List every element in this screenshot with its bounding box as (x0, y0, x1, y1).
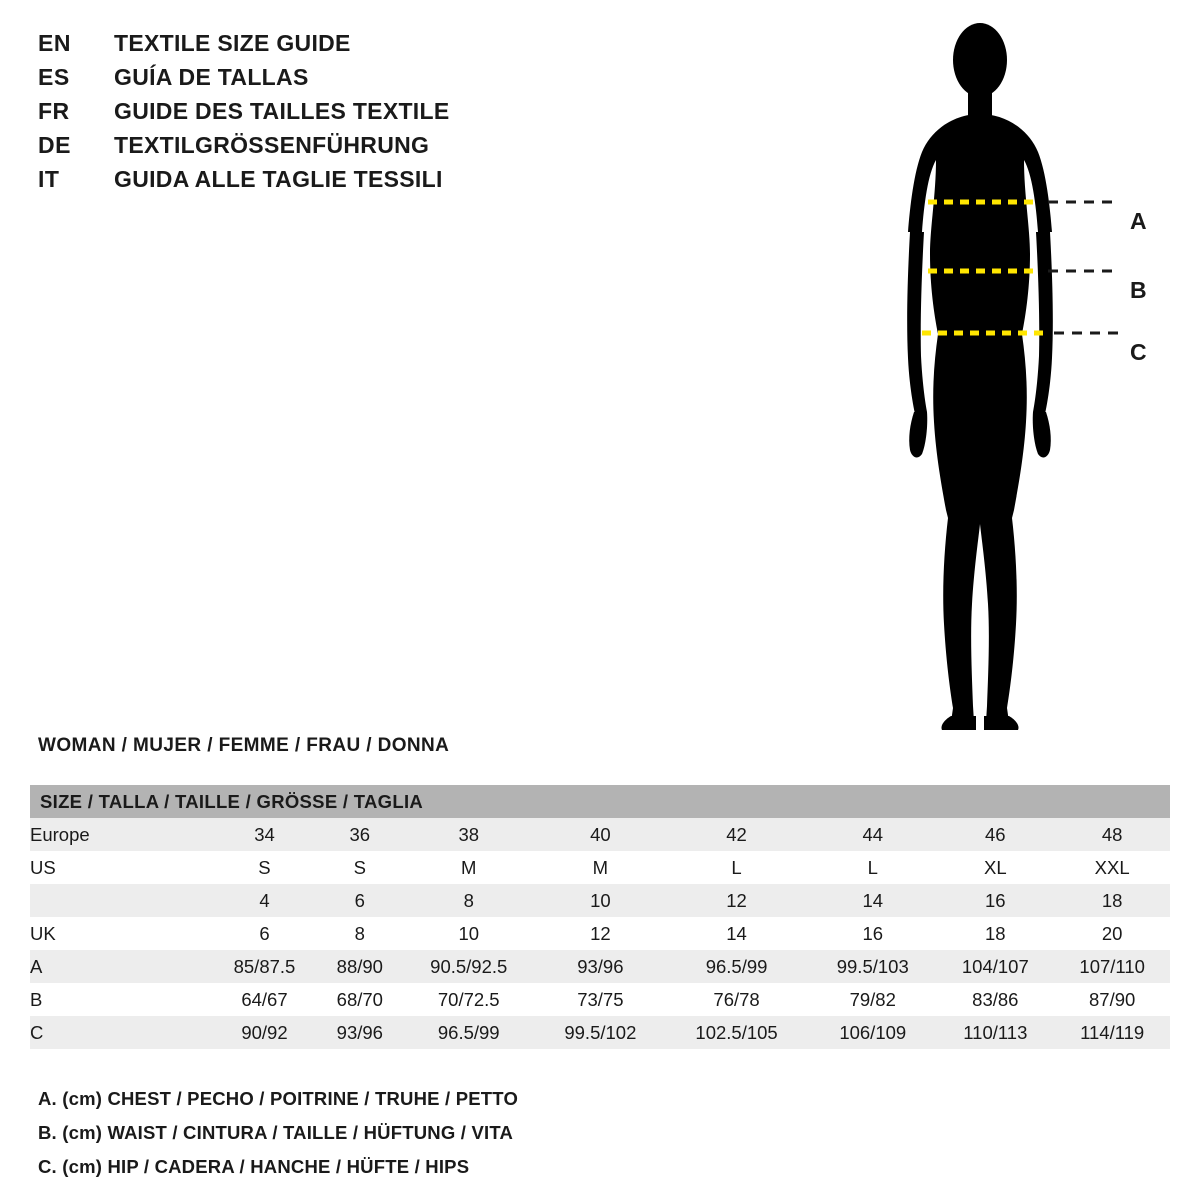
cell: 90/92 (241, 1021, 288, 1043)
cell: 16 (862, 922, 884, 944)
legend-line-a: A. (cm) CHEST / PECHO / POITRINE / TRUHE / PETTO (38, 1088, 519, 1109)
cell: 87/90 (1089, 988, 1136, 1010)
cell: 99.5/102 (564, 1021, 637, 1043)
cell: 88/90 (336, 955, 383, 977)
cell: 68/70 (336, 988, 383, 1010)
cell: 8 (354, 922, 365, 944)
cell: 70/72.5 (437, 988, 500, 1010)
cell: L (867, 856, 878, 878)
section-heading: WOMAN / MUJER / FEMME / FRAU / DONNA (38, 735, 450, 756)
title-row (38, 132, 658, 166)
cell: S (258, 856, 271, 878)
table-row (30, 851, 1170, 884)
cell: 36 (349, 823, 371, 845)
cell: 96.5/99 (437, 1021, 500, 1043)
title-row (38, 166, 658, 200)
figure-illustration (860, 18, 1190, 738)
cell: 102.5/105 (695, 1021, 778, 1043)
table-header-row (30, 785, 1170, 818)
cell: 8 (463, 889, 474, 911)
title-language-code: DE (38, 132, 71, 158)
table-row (30, 917, 1170, 950)
row-label-us: US (30, 856, 56, 878)
cell: 93/96 (336, 1021, 383, 1043)
measure-marker-b: B (1130, 277, 1147, 303)
title-language-code: FR (38, 98, 70, 124)
row-label-us-numeric (30, 884, 210, 917)
cell: 34 (254, 823, 275, 845)
cell: 83/86 (972, 988, 1019, 1010)
cell: 4 (259, 889, 270, 911)
legend (38, 1088, 838, 1190)
table-row (30, 1016, 1170, 1049)
cell: 79/82 (849, 988, 896, 1010)
cell: 73/75 (577, 988, 624, 1010)
size-table (30, 785, 1170, 1049)
cell: 76/78 (713, 988, 760, 1010)
cell: 44 (862, 823, 884, 845)
title-text: TEXTILGRÖSSENFÜHRUNG (114, 132, 430, 158)
cell: 10 (458, 922, 480, 944)
title-block (38, 30, 658, 200)
title-row (38, 30, 658, 64)
cell: XL (983, 856, 1007, 878)
cell: 85/87.5 (233, 955, 296, 977)
measure-marker-c: C (1130, 339, 1147, 365)
cell: S (353, 856, 366, 878)
cell: 48 (1101, 823, 1123, 845)
cell: 12 (590, 922, 611, 944)
table-row (30, 983, 1170, 1016)
table-row (30, 950, 1170, 983)
title-text: GUIDA ALLE TAGLIE TESSILI (114, 166, 443, 192)
cell: 46 (985, 823, 1006, 845)
cell: 64/67 (241, 988, 288, 1010)
cell: 14 (726, 922, 747, 944)
cell: XXL (1094, 856, 1130, 878)
row-label-b: B (30, 988, 43, 1010)
cell: 10 (590, 889, 611, 911)
legend-line-b: B. (cm) WAIST / CINTURA / TAILLE / HÜFTUNG / VITA (38, 1122, 514, 1143)
cell: 93/96 (577, 955, 624, 977)
cell: 110/113 (963, 1021, 1028, 1043)
title-language-code: EN (38, 30, 71, 56)
table-header-label: SIZE / TALLA / TAILLE / GRÖSSE / TAGLIA (30, 785, 1170, 818)
cell: 99.5/103 (836, 955, 909, 977)
table-row (30, 884, 1170, 917)
row-label-europe: Europe (30, 823, 90, 845)
cell: 38 (458, 823, 480, 845)
cell: 106/109 (839, 1021, 907, 1043)
cell: 90.5/92.5 (430, 955, 508, 977)
cell: 104/107 (961, 955, 1029, 977)
cell: 18 (1101, 889, 1123, 911)
cell: 42 (726, 823, 747, 845)
table-row (30, 818, 1170, 851)
row-label-uk: UK (30, 922, 56, 944)
title-text: TEXTILE SIZE GUIDE (114, 30, 351, 56)
cell: 16 (985, 889, 1006, 911)
female-silhouette-icon (860, 18, 1190, 738)
cell: 114/119 (1080, 1021, 1145, 1043)
row-label-c: C (30, 1021, 44, 1043)
cell: M (592, 856, 609, 878)
cell: L (731, 856, 742, 878)
cell: 18 (985, 922, 1006, 944)
cell: 107/110 (1079, 955, 1145, 977)
legend-line-c: C. (cm) HIP / CADERA / HANCHE / HÜFTE / HIPS (38, 1156, 470, 1177)
cell: 40 (590, 823, 611, 845)
cell: 14 (862, 889, 884, 911)
title-row (38, 64, 658, 98)
title-language-code: IT (38, 166, 60, 192)
title-text: GUÍA DE TALLAS (114, 64, 309, 90)
cell: 6 (354, 889, 365, 911)
cell: M (461, 856, 477, 878)
cell: 96.5/99 (705, 955, 768, 977)
cell: 20 (1101, 922, 1123, 944)
measure-marker-a: A (1130, 208, 1147, 234)
title-row (38, 98, 658, 132)
title-text: GUIDE DES TAILLES TEXTILE (114, 98, 450, 124)
cell: 12 (726, 889, 747, 911)
cell: 6 (259, 922, 270, 944)
row-label-a: A (30, 955, 43, 977)
title-language-code: ES (38, 64, 70, 90)
